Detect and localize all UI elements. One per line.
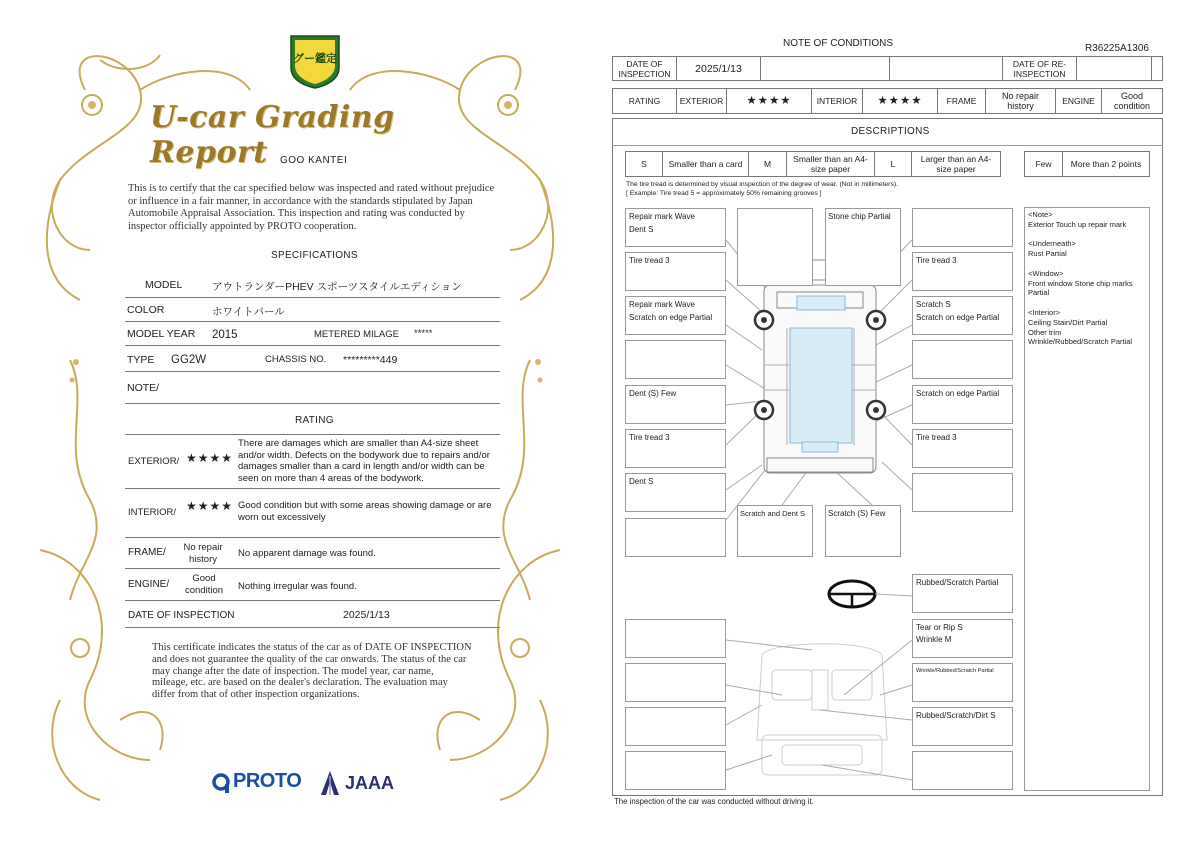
jaaa-logo: JAAA bbox=[345, 773, 395, 793]
box-right-1 bbox=[912, 208, 1013, 247]
box-right-2-text: Tire tread 3 bbox=[916, 256, 957, 265]
proto-logo-icon bbox=[212, 772, 232, 794]
note-heading: <Note> bbox=[1028, 210, 1053, 219]
box-left-8 bbox=[625, 518, 726, 557]
spec-color-row bbox=[125, 298, 500, 322]
box-int-left-3 bbox=[625, 707, 726, 746]
proto-logo: PROTO bbox=[233, 770, 302, 792]
date-row bbox=[125, 601, 500, 628]
badge-text: グー鑑定 bbox=[293, 53, 337, 65]
box-left-1-text: Repair mark Wave Dent S bbox=[629, 212, 695, 234]
engine-label: ENGINE/ bbox=[128, 579, 170, 590]
interior-stars: ★★★★ bbox=[186, 499, 234, 513]
frame-rating-row bbox=[125, 538, 500, 569]
box-right-4 bbox=[912, 340, 1013, 379]
box-int-right-2-text: Tear or Rip S Wrinkle M bbox=[916, 623, 963, 644]
window-heading: <Window> bbox=[1028, 268, 1064, 278]
note-value: Exterior Touch up repair mark bbox=[1028, 219, 1127, 229]
notes-box bbox=[1024, 207, 1150, 791]
interior-value-1: Ceiling Stain/Dirt Partial bbox=[1028, 317, 1108, 327]
underneath-heading: <Underneath> bbox=[1028, 239, 1076, 249]
frame-label: FRAME/ bbox=[128, 547, 166, 558]
rating-table bbox=[612, 88, 1163, 114]
exterior-stars: ★★★★ bbox=[727, 89, 812, 114]
color-value: ホワイトパール bbox=[212, 306, 285, 318]
mileage-label: METERED MILAGE bbox=[314, 329, 399, 340]
legend-l: L bbox=[875, 152, 912, 177]
box-left-4 bbox=[625, 340, 726, 379]
legend-m-desc: Smaller than an A4-size paper bbox=[787, 152, 875, 177]
note-of-conditions-title: NOTE OF CONDITIONS bbox=[783, 38, 893, 49]
model-year-value: 2015 bbox=[212, 329, 238, 341]
date-label: DATE OF INSPECTION bbox=[613, 57, 677, 81]
interior-value-3: Wrinkle/Rubbed/Scratch Partial bbox=[1028, 337, 1133, 347]
window-value: Front window Stone chip marks Partial bbox=[1028, 278, 1133, 298]
date-value: 2025/1/13 bbox=[677, 57, 761, 81]
box-left-6-text: Tire tread 3 bbox=[629, 433, 670, 442]
reinspection-label: DATE OF RE-INSPECTION bbox=[1003, 57, 1077, 81]
interior-heading: <Interior> bbox=[1028, 307, 1061, 317]
frame-description: No apparent damage was found. bbox=[238, 548, 376, 559]
closing-text: This certificate indicates the status of the car as of DATE OF INSPECTION and does not guarantee the quality of the car onwards. The status of the car may change after the date of inspection. The model year, car name, mileage, etc. are based on the dealer's declaration. The evaluation may differ from that of other inspection organizations. bbox=[152, 642, 472, 701]
underneath-value: Rust Partial bbox=[1028, 249, 1067, 259]
box-left-2-text: Tire tread 3 bbox=[629, 256, 670, 265]
engine-rating-row bbox=[125, 569, 500, 601]
tire-note-line1: The tire tread is determined by visual inspection of the degree of wear. (Not in millimeters). bbox=[626, 181, 898, 188]
size-legend bbox=[625, 151, 1001, 177]
tire-note-line2: [ Example: Tire tread 5 = approximately 50% remaining grooves ] bbox=[626, 190, 822, 197]
box-int-left-4 bbox=[625, 751, 726, 790]
certify-text: This is to certify that the car specified below was inspected and rated without prejudice or influence in a fair manner, in accordance with the standards stipulated by Japan Automobile Appraisal Association. This inspection and rating was conducted by inspector officially appointed by PROTO cooperation. bbox=[128, 183, 495, 232]
exterior-label: EXTERIOR bbox=[677, 89, 727, 114]
interior-label: INTERIOR/ bbox=[128, 507, 177, 518]
box-bottom-2-text: Scratch (S) Few bbox=[828, 509, 886, 518]
box-right-5-text: Scratch on edge Partial bbox=[916, 389, 1000, 398]
descriptions-title: DESCRIPTIONS bbox=[851, 126, 930, 137]
legend-few: Few bbox=[1025, 152, 1063, 177]
exterior-description: There are damages which are smaller than A4-size sheet and/or width. Defects on the bodywork due to repairs and/or damages smaller than a card in length and/or width can be seen on more than 4 areas of the bodywork. bbox=[238, 438, 490, 484]
legend-s-desc: Smaller than a card bbox=[663, 152, 749, 177]
spec-year-row bbox=[125, 322, 500, 346]
interior-value-2: Other trim bbox=[1028, 327, 1062, 337]
frame-value: No repair history bbox=[986, 89, 1056, 114]
box-right-3-text: Scratch S Scratch on edge Partial bbox=[916, 300, 1000, 322]
exterior-label: EXTERIOR/ bbox=[128, 456, 180, 467]
box-right-6-text: Tire tread 3 bbox=[916, 433, 957, 442]
note-label: NOTE/ bbox=[127, 382, 160, 394]
engine-label: ENGINE bbox=[1056, 89, 1102, 114]
model-label: MODEL bbox=[145, 279, 183, 291]
rating-title: RATING bbox=[295, 415, 334, 426]
frame-label: FRAME bbox=[938, 89, 986, 114]
report-subtitle: GOO KANTEI bbox=[280, 155, 348, 166]
box-int-right-1-text: Rubbed/Scratch Partial bbox=[916, 578, 999, 587]
date-label: DATE OF INSPECTION bbox=[128, 610, 235, 621]
few-legend bbox=[1024, 151, 1150, 177]
box-bottom-1-text: Scratch and Dent S bbox=[740, 509, 806, 518]
chassis-label: CHASSIS NO. bbox=[265, 354, 327, 365]
date-value: 2025/1/13 bbox=[343, 609, 390, 621]
legend-m: M bbox=[749, 152, 787, 177]
box-right-7 bbox=[912, 473, 1013, 512]
date-table bbox=[612, 56, 1163, 81]
specifications-title: SPECIFICATIONS bbox=[271, 250, 358, 261]
legend-s: S bbox=[626, 152, 663, 177]
interior-label: INTERIOR bbox=[812, 89, 863, 114]
box-int-left-1 bbox=[625, 619, 726, 658]
model-year-label: MODEL YEAR bbox=[127, 328, 196, 340]
box-int-left-2 bbox=[625, 663, 726, 702]
type-label: TYPE bbox=[127, 354, 155, 366]
spec-model-row bbox=[125, 271, 500, 298]
interior-rating-row bbox=[125, 489, 500, 538]
interior-description: Good condition but with some areas showing damage or are worn out excessively bbox=[238, 500, 492, 523]
footer-note: The inspection of the car was conducted without driving it. bbox=[614, 797, 814, 806]
frame-value: No repair history bbox=[183, 542, 223, 565]
box-left-7-text: Dent S bbox=[629, 477, 654, 486]
exterior-rating-row bbox=[125, 434, 500, 489]
box-left-3-text: Repair mark Wave Scratch on edge Partial bbox=[629, 300, 713, 322]
tire-note bbox=[626, 180, 898, 198]
type-value: GG2W bbox=[171, 354, 207, 366]
jaaa-logo-icon bbox=[320, 770, 340, 796]
report-title: U-car Grading Report bbox=[150, 100, 395, 170]
box-left-5-text: Dent (S) Few bbox=[629, 389, 677, 398]
legend-few-desc: More than 2 points bbox=[1063, 152, 1150, 177]
chassis-value: *********449 bbox=[343, 354, 398, 366]
model-value: アウトランダーPHEV スポーツスタイルエディション bbox=[212, 281, 462, 293]
box-top-1 bbox=[737, 208, 813, 286]
engine-value: Good condition bbox=[1102, 89, 1163, 114]
color-label: COLOR bbox=[127, 304, 165, 316]
box-int-right-5 bbox=[912, 751, 1013, 790]
rating-label: RATING bbox=[613, 89, 677, 114]
box-int-right-4-text: Rubbed/Scratch/Dirt S bbox=[916, 711, 996, 720]
engine-description: Nothing irregular was found. bbox=[238, 581, 357, 592]
interior-stars: ★★★★ bbox=[863, 89, 938, 114]
box-int-right-3-text: Wrinkle/Rubbed/Scratch Partial bbox=[916, 668, 994, 674]
report-code: R36225A1306 bbox=[1085, 43, 1149, 54]
box-top-2-text: Stone chip Partial bbox=[828, 212, 891, 221]
spec-type-row bbox=[125, 346, 500, 372]
exterior-stars: ★★★★ bbox=[186, 451, 234, 465]
spec-note-row bbox=[125, 372, 500, 404]
legend-l-desc: Larger than an A4-size paper bbox=[912, 152, 1001, 177]
mileage-value: ***** bbox=[414, 328, 433, 339]
engine-value: Good condition bbox=[184, 573, 224, 596]
